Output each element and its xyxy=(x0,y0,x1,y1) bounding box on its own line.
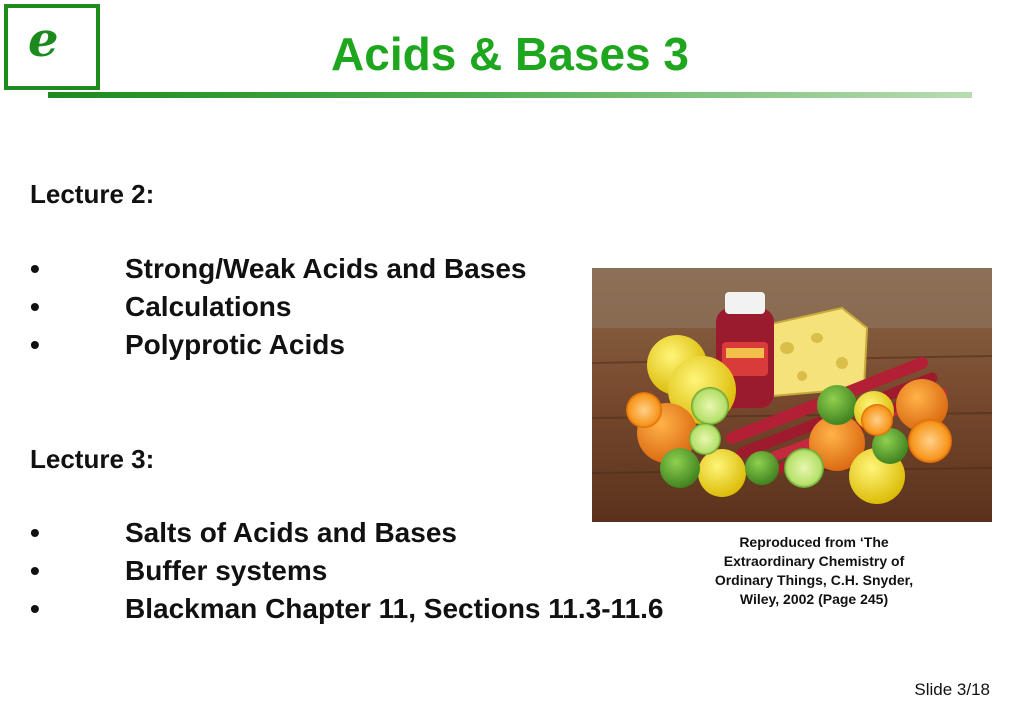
bullet-icon: • xyxy=(30,593,40,624)
fruit-cheese-illustration xyxy=(592,268,992,522)
bullet-text: Buffer systems xyxy=(125,555,328,586)
lecture-3-heading: Lecture 3: xyxy=(30,444,155,474)
slide-title: Acids & Bases 3 xyxy=(331,28,689,80)
bullet-text: Calculations xyxy=(125,291,292,322)
bullet-icon: • xyxy=(30,329,40,360)
slide-number: Slide 3/18 xyxy=(914,680,990,699)
fruit-cheese-photo xyxy=(592,268,992,522)
photo-caption: Reproduced from ‘The Extraordinary Chemistry of Ordinary Things, C.H. Snyder, Wiley, 2002 (Page 245) xyxy=(714,534,914,607)
bullet-icon: • xyxy=(30,555,40,586)
bullet-icon: • xyxy=(30,253,40,284)
logo xyxy=(4,4,100,90)
bullet-text: Strong/Weak Acids and Bases xyxy=(125,253,527,284)
e-logo-icon: e xyxy=(28,12,59,68)
title-underline xyxy=(48,92,972,98)
bullet-text: Blackman Chapter 11, Sections 11.3-11.6 xyxy=(125,593,664,624)
lecture-2-heading: Lecture 2: xyxy=(30,179,155,209)
bullet-text: Polyprotic Acids xyxy=(125,329,345,360)
bullet-icon: • xyxy=(30,291,40,322)
bullet-text: Salts of Acids and Bases xyxy=(125,517,457,548)
bullet-icon: • xyxy=(30,517,40,548)
